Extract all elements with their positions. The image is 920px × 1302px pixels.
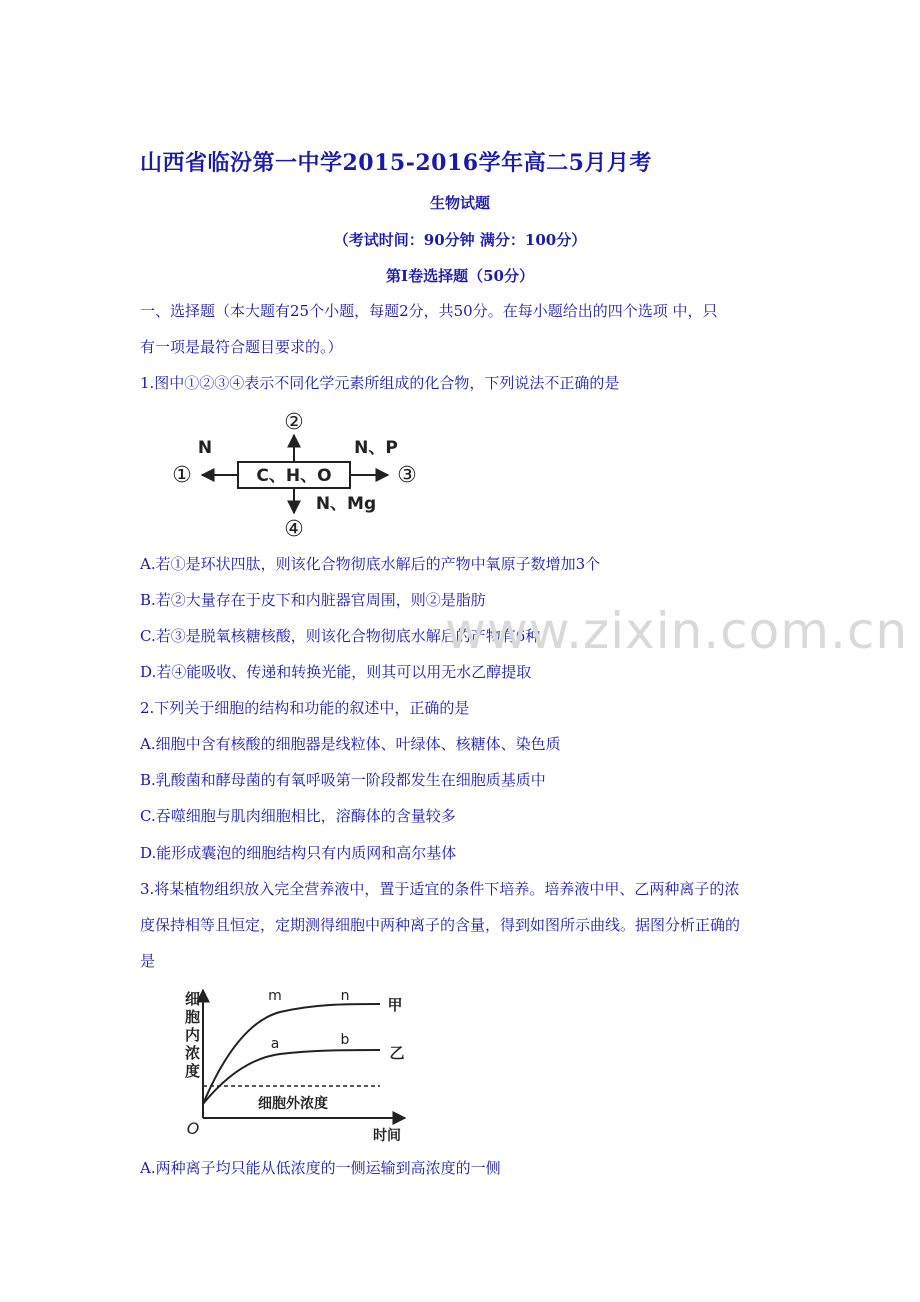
y-label-char-5: 度 — [185, 1062, 201, 1080]
subject-title: 生物试题 — [429, 194, 490, 212]
node-1: ① — [172, 463, 192, 488]
node-2: ② — [284, 410, 304, 435]
q2-option-a: A.细胞中含有核酸的细胞器是线粒体、叶绿体、核糖体、染色质 — [140, 735, 561, 753]
q1-option-a: A.若①是环状四肽，则该化合物彻底水解后的产物中氧原子数增加3个 — [140, 555, 601, 573]
center-elements: C、H、O — [256, 466, 332, 486]
point-m: m — [268, 988, 282, 1004]
label-jia: 甲 — [387, 996, 403, 1014]
instructions-line-1: 一、选择题（本大题有25个小题，每题2分，共50分。在每小题给出的四个选项 中，只 — [140, 302, 718, 320]
y-label-char-3: 内 — [185, 1026, 201, 1044]
q1-option-b: B.若②大量存在于皮下和内脏器官周围，则②是脂肪 — [140, 591, 486, 609]
q2-option-d: D.能形成囊泡的细胞结构只有内质网和高尔基体 — [140, 844, 457, 862]
question-2-stem: 2.下列关于细胞的结构和功能的叙述中，正确的是 — [140, 699, 470, 717]
curve-jia — [203, 1004, 380, 1104]
origin-label: O — [186, 1119, 200, 1138]
exam-info: （考试时间：90分钟 满分：100分） — [333, 231, 587, 249]
left-label: N — [197, 438, 213, 458]
y-label-char-4: 浓 — [185, 1044, 201, 1062]
x-label: 时间 — [373, 1128, 401, 1144]
q3-option-a: A.两种离子均只能从低浓度的一侧运输到高浓度的一侧 — [140, 1159, 501, 1177]
document-title: 山西省临汾第一中学2015-2016学年高二5月月考 — [140, 150, 652, 176]
q3-concentration-graph — [165, 982, 425, 1146]
y-label-char-1: 细 — [185, 990, 201, 1008]
y-label-char-2: 胞 — [185, 1008, 201, 1026]
q1-element-diagram — [160, 405, 430, 545]
q1-option-d: D.若④能吸收、传递和转换光能，则其可以用无水乙醇提取 — [140, 663, 532, 681]
question-1-stem: 1.图中①②③④表示不同化学元素所组成的化合物，下列说法不正确的是 — [140, 374, 620, 392]
question-3-stem-line-3: 是 — [140, 952, 156, 970]
q1-option-c: C.若③是脱氧核糖核酸，则该化合物彻底水解后的产物有6种 — [140, 627, 541, 645]
question-3-stem-line-1: 3.将某植物组织放入完全营养液中，置于适宜的条件下培养。培养液中甲、乙两种离子的浓 — [140, 880, 740, 898]
node-3: ③ — [397, 463, 417, 488]
point-a: a — [270, 1036, 280, 1052]
q2-option-c: C.吞噬细胞与肌肉细胞相比，溶酶体的含量较多 — [140, 807, 456, 825]
point-n: n — [340, 988, 350, 1004]
instructions-line-2: 有一项是最符合题目要求的。） — [140, 338, 343, 356]
section-title: 第I卷选择题（50分） — [386, 267, 534, 285]
node-4: ④ — [284, 517, 304, 542]
right-label: N、P — [354, 438, 398, 458]
point-b: b — [340, 1032, 350, 1048]
bottom-label: N、Mg — [315, 494, 377, 514]
question-3-stem-line-2: 度保持相等且恒定，定期测得细胞中两种离子的含量，得到如图所示曲线。据图分析正确的 — [140, 916, 741, 934]
outside-concentration-label: 细胞外浓度 — [258, 1096, 328, 1112]
label-yi: 乙 — [389, 1044, 405, 1062]
q2-option-b: B.乳酸菌和酵母菌的有氧呼吸第一阶段都发生在细胞质基质中 — [140, 771, 546, 789]
watermark: www.zixin.com.cn — [445, 602, 909, 660]
